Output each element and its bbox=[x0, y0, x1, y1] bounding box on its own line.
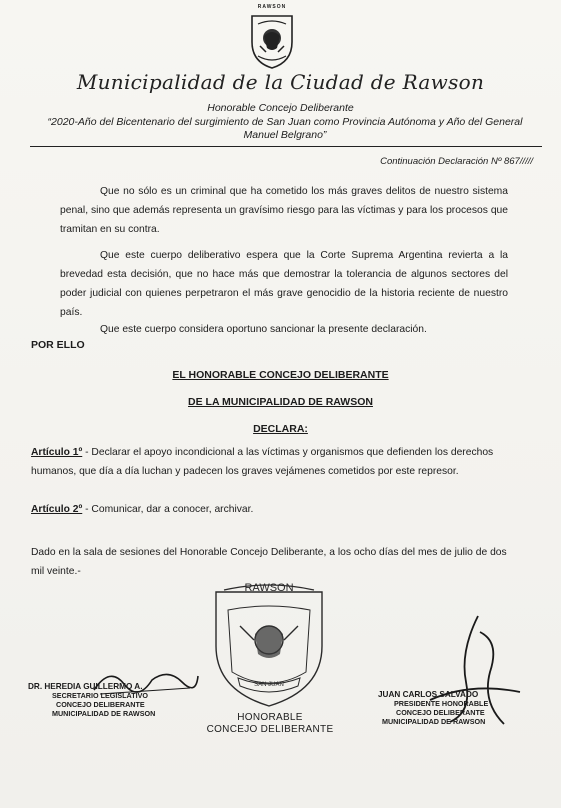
seal-top-text: RAWSON bbox=[244, 582, 294, 594]
article-1-text: - Declarar el apoyo incondicional a las víctimas y organismos que defienden los derechos humanos, que día a día luchan y padecen los graves vejámenes cometidos por este represor. bbox=[31, 447, 494, 477]
por-ello-heading: POR ELLO bbox=[31, 339, 85, 351]
right-signatory-municipality: MUNICIPALIDAD DE RAWSON bbox=[382, 717, 486, 726]
council-seal-stamp bbox=[210, 582, 328, 710]
left-signatory-title: SECRETARIO LEGISLATIVO bbox=[52, 691, 148, 700]
given-statement: Dado en la sala de sesiones del Honorable Concejo Deliberante, a los ocho días del mes de julio de dos mil veinte.- bbox=[31, 547, 507, 577]
institution-title: Municipalidad de la Ciudad de Rawson bbox=[76, 70, 485, 94]
paragraph-2: Que este cuerpo deliberativo espera que la Corte Suprema Argentina revierta a la brevedad esta decisión, que no hace más que demostrar la tolerancia de algunos sectores del poder judicial con quienes perpetraron el más grave genocidio de la historia reciente de nuestro país. bbox=[60, 250, 508, 318]
right-signatory-title: PRESIDENTE HONORABLE bbox=[394, 699, 489, 708]
left-signature-block bbox=[28, 682, 208, 718]
left-signatory-name: DR. HEREDIA GUILLERMO A. bbox=[28, 682, 143, 691]
right-signatory-name: JUAN CARLOS SALVADO bbox=[378, 690, 479, 699]
paragraph-1: Que no sólo es un criminal que ha cometido los más graves delitos de nuestro sistema penal, sino que además representa un gravísimo riesgo para las víctimas y para los procesos que tramitan en su contra. bbox=[60, 186, 508, 235]
article-2 bbox=[31, 500, 511, 519]
article-2-text: - Comunicar, dar a conocer, archivar. bbox=[82, 504, 254, 515]
right-signature-block bbox=[378, 690, 548, 726]
seal-ribbon-text: SAN JUAN bbox=[254, 682, 284, 688]
left-signatory-municipality: MUNICIPALIDAD DE RAWSON bbox=[52, 709, 156, 718]
continuation-reference: Continuación Declaración Nº 867///// bbox=[380, 156, 533, 167]
article-1 bbox=[31, 443, 511, 481]
declaration-heading-1: EL HONORABLE CONCEJO DELIBERANTE bbox=[172, 369, 389, 381]
left-signatory-body: CONCEJO DELIBERANTE bbox=[56, 700, 145, 709]
municipal-crest-icon bbox=[244, 6, 300, 72]
body-name: Honorable Concejo Deliberante bbox=[207, 102, 354, 114]
crest-top-label: RAWSON bbox=[257, 4, 287, 10]
right-signatory-body: CONCEJO DELIBERANTE bbox=[396, 708, 485, 717]
seal-label-line-2: CONCEJO DELIBERANTE bbox=[206, 724, 334, 735]
declaration-heading-2: DE LA MUNICIPALIDAD DE RAWSON bbox=[188, 396, 373, 408]
article-1-label: Artículo 1º bbox=[31, 447, 83, 458]
header-divider bbox=[30, 146, 542, 147]
seal-label-line-1: HONORABLE bbox=[237, 712, 303, 723]
article-2-label: Artículo 2º bbox=[31, 504, 83, 515]
declara-heading: DECLARA: bbox=[253, 423, 308, 435]
paragraph-3: Que este cuerpo considera oportuno sancionar la presente declaración. bbox=[100, 324, 427, 335]
year-motto: “2020-Año del Bicentenario del surgimiento de San Juan como Provincia Autónoma y Año del General Manuel Belgrano” bbox=[47, 116, 523, 141]
